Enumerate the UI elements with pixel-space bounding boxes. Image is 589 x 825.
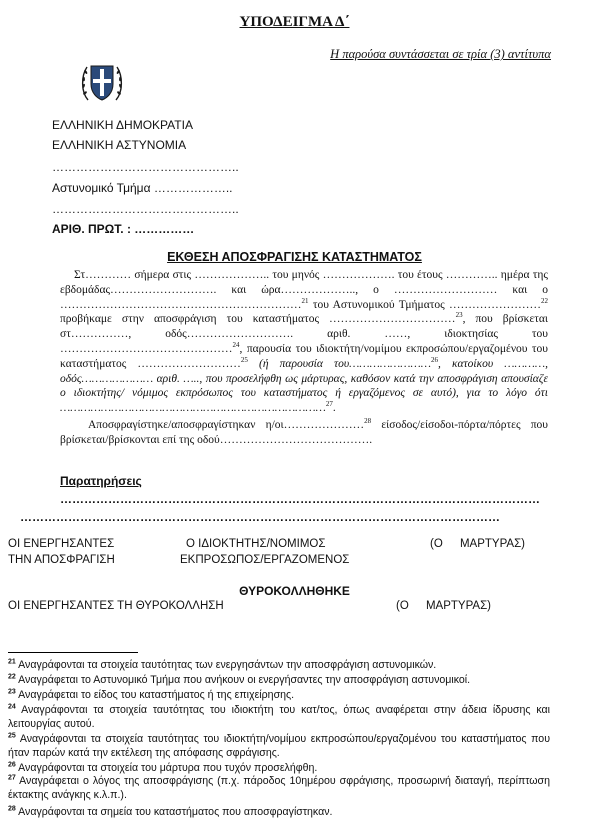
signature-officers-line-2: ΤΗΝ ΑΠΟΣΦΡΑΓΙΣΗ [8,554,115,566]
footnote-text: Αναγράφονται τα στοιχεία ταυτότητας του ιδιοκτήτη/νομίμου εκπροσώπου/εργαζομένου του καταστήματος που ήταν παρών κατά την εκτέλεση της απόφασης σφράγισης. [8,733,550,759]
footnote-number: 28 [8,805,16,813]
footnote-text: Αναγράφονται τα σημεία του καταστήματος που αποσφραγίστηκαν. [15,806,333,818]
sealing-witness: (Ο ΜΑΡΤΥΡΑΣ) [396,600,492,612]
observations-line-1: ………………………………………………………………………………………………………… [60,492,540,506]
report-text: Αποσφραγίστηκε/αποσφραγίστηκαν η/οι………………… [88,418,365,431]
greek-coat-of-arms-icon [79,60,125,106]
report-text: , παρουσία του ιδιοκτήτη/νομίμου εκπροσώπου/εργαζομένου του καταστήματος ……………………… [60,342,548,370]
footnote-ref: 28 [364,417,372,426]
footnote-text: Αναγράφονται τα στοιχεία ταυτότητας του ιδιοκτήτη του κατ/τος, όπως αναφέρεται στην άδεια ίδρυσης και λειτουργίας αυτού. [8,704,550,730]
report-body [60,268,548,448]
report-text: , κατοίκου …………, οδός………………… αριθ. ….., που προσελήφθη ως μάρτυρας, καθόσον κατά την αποσφράγιση απουσίαζε ο ιδιοκτήτης/ νόμιμος εκπρόσωπος του καταστήματος ή εργαζόμενος σε αυτό), για το λόγο ότι …………………………………………………………………… [60,357,548,415]
report-paragraph-1 [60,268,548,416]
report-text: , που βρίσκεται στ……………, οδός………………………. αριθ. ……, ιδιοκτησίας του ……………………………………… [60,313,549,355]
footnote-26 [8,762,550,776]
footnote-text: Αναγράφονται τα στοιχεία ταυτότητας των ενεργησάντων την αποσφράγιση αστυνομικών. [15,659,437,671]
footnote-text: Αναγράφεται ο λόγος της αποσφράγισης (π.χ. πάροδος 10ημέρου σφράγισης, προσωρινή διαταγή, περίπτωση έκτακτης ανάγκης κ.λ.π.). [8,775,550,801]
footnote-number: 21 [8,658,16,666]
footnote-27 [8,775,550,802]
footnote-number: 24 [8,703,16,711]
org-line-2: ΕΛΛΗΝΙΚΗ ΑΣΤΥΝΟΜΙΑ [52,138,187,152]
signature-owner-line-1: Ο ΙΔΙΟΚΤΗΤΗΣ/ΝΟΜΙΜΟΣ [186,538,326,550]
footnote-24 [8,704,550,731]
signature-owner-line-2: ΕΚΠΡΟΣΩΠΟΣ/ΕΡΓΑΖΟΜΕΝΟΣ [180,554,350,566]
department-line: Αστυνομικό Τμήμα ……………….. [52,181,233,195]
footnote-text: Αναγράφεται το Αστυνομικό Τμήμα που ανήκουν οι ενεργήσαντες την αποσφράγιση αστυνομικοί. [15,674,471,686]
document-title: ΥΠΟΔΕΙΓΜΑ Δ΄ [239,14,350,30]
footnote-separator [8,652,138,653]
report-text: του Αστυνομικού Τμήματος …………………… [308,298,541,311]
footnote-22 [8,674,550,688]
footnote-25 [8,733,550,760]
report-text: . [332,402,336,415]
footnote-21 [8,659,550,673]
observations-label: Παρατηρήσεις [60,474,142,488]
footnote-number: 27 [8,774,16,782]
copies-note: Η παρούσα συντάσσεται σε τρία (3) αντίτυπα [330,47,551,61]
org-line-1: ΕΛΛΗΝΙΚΗ ΔΗΜΟΚΡΑΤΙΑ [52,118,193,132]
footnote-ref: 23 [455,311,463,320]
footnote-ref: 21 [301,296,309,305]
report-paragraph-2 [60,418,548,448]
sealing-title: ΘΥΡΟΚΟΛΛΗΘΗΚΕ [239,584,350,598]
footnote-23 [8,689,550,703]
report-text: προβήκαμε στην αποσφράγιση του καταστήματος …………………………… [60,313,456,326]
blank-line-2: ……………………………………….. [52,202,239,216]
blank-line-1: ……………………………………….. [52,160,239,174]
signature-officers-line-1: ΟΙ ΕΝΕΡΓΗΣΑΝΤΕΣ [8,538,115,550]
footnote-28 [8,806,550,820]
report-title: ΕΚΘΕΣΗ ΑΠΟΣΦΡΑΓΙΣΗΣ ΚΑΤΑΣΤΗΜΑΤΟΣ [167,250,422,264]
report-text: (ή παρουσία του…………………… [247,357,431,370]
footnote-ref: 25 [240,355,248,364]
footnote-number: 25 [8,732,16,740]
footnote-ref: 27 [325,400,333,409]
report-text: Στ………… σήμερα στις ……………….. του μηνός ………………. του έτους ………….. ημέρα της εβδομάδας………………………. και ώρα……………….., ο ……………………… και ο ……………………………………………………… [60,269,548,311]
footnote-number: 23 [8,688,16,696]
signature-witness: (Ο ΜΑΡΤΥΡΑΣ) [430,538,526,550]
protocol-number: ΑΡΙΘ. ΠΡΩΤ. : …………… [52,222,195,236]
footnote-number: 26 [8,761,16,769]
footnote-ref: 22 [541,296,548,305]
footnote-text: Αναγράφονται τα στοιχεία του μάρτυρα που τυχόν προσελήφθη. [15,762,318,774]
sealing-officers: ΟΙ ΕΝΕΡΓΗΣΑΝΤΕΣ ΤΗ ΘΥΡΟΚΟΛΛΗΣΗ [8,600,224,612]
observations-line-2: ………………………………………………………………………………………………………… [20,510,500,524]
footnote-text: Αναγράφεται το είδος του καταστήματος ή της επιχείρησης. [15,689,295,701]
footnote-ref: 26 [430,355,438,364]
report-text: είσοδος/είσοδοι-πόρτα/πόρτες που βρίσκεται/βρίσκονται επί της οδού…………………………………. [60,418,548,446]
footnote-ref: 24 [232,341,240,350]
footnote-number: 22 [8,673,16,681]
